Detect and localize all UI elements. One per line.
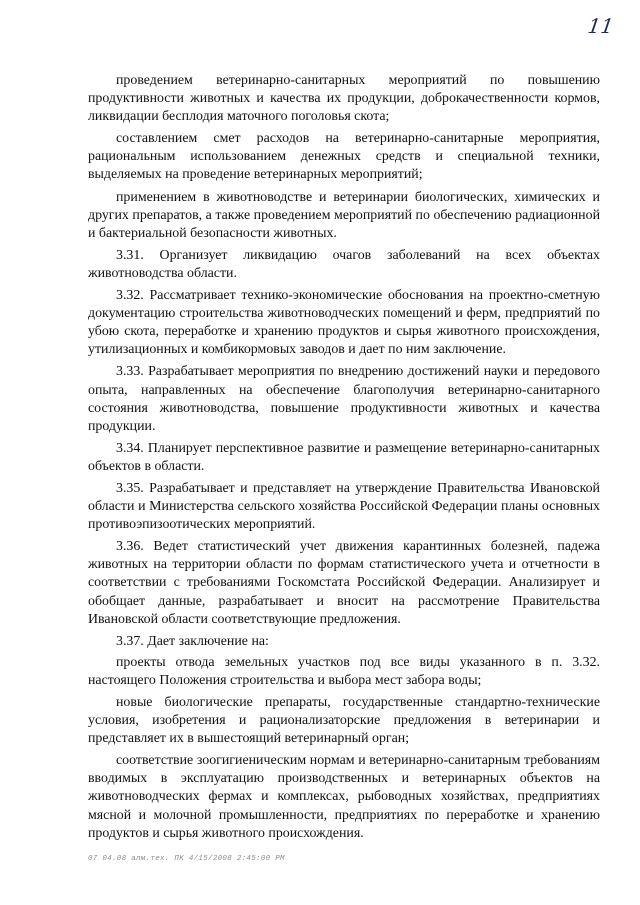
paragraph: применением в животноводстве и ветеринарии биологических, химических и других препаратов, а также проведением мероприятий по обеспечению радиационной и бактериальной безопасности животных. bbox=[88, 189, 600, 241]
paragraph: проекты отвода земельных участков под все виды указанного в п. 3.32. настоящего Положения строительства и выбора мест забора воды; bbox=[88, 654, 600, 688]
paragraph: 3.37. Дает заключение на: bbox=[116, 633, 269, 649]
paragraph: 3.35. Разрабатывает и представляет на утверждение Правительства Ивановской области и Министерства сельского хозяйства Российской Федерации планы основных противоэпизоотических мероприятий. bbox=[88, 480, 600, 533]
paragraph: 3.33. Разрабатывает мероприятия по внедрению достижений науки и передового опыта, направленных на обеспечение благополучия ветеринарно-санитарного состояния животноводства, повышение продуктивности животных и качества продукции. bbox=[88, 364, 600, 434]
page-number: 11 bbox=[586, 14, 616, 38]
document-body bbox=[88, 72, 600, 847]
paragraph: 3.34. Планирует перспективное развитие и размещение ветеринарно-санитарных объектов в области. bbox=[88, 440, 600, 474]
paragraph: соответствие зоогигиеническим нормам и ветеринарно-санитарным требованиям вводимых в эксплуатацию производственных и ветеринарных объектов на животноводческих фермах и комплексах, рыбоводных хозяйствах, предприятиях мясной и молочной промышленности, предприятиях по переработке и хранению продуктов и сырья животного происхождения. bbox=[88, 753, 600, 841]
footer-stamp: 07 04.08 алм.тех. ПК 4/15/2008 2:45:00 РМ bbox=[88, 855, 285, 863]
paragraph: новые биологические препараты, государственные стандартно-технические условия, изобретения и рационализаторские предложения в ветеринарии и представляет их в вышестоящий ветеринарный орган; bbox=[88, 695, 600, 747]
paragraph: 3.32. Рассматривает технико-экономические обоснования на проектно-сметную документацию строительства животноводческих помещений и ферм, предприятий по убою скота, переработке и хранению продуктов и сырья животного происхождения, утилизационных и комбикормовых заводов и дает по ним заключение. bbox=[88, 288, 600, 358]
paragraph: составлением смет расходов на ветеринарно-санитарные мероприятия, рациональным использованием денежных средств и специальной техники, выделяемых на проведение ветеринарных мероприятий; bbox=[88, 131, 600, 183]
paragraph: 3.36. Ведет статистический учет движения карантинных болезней, падежа животных на территории области по формам статистического учета и отчетности в соответствии с требованиями Госкомстата Российской Федерации. Анализирует и обобщает данные, разрабатывает и вносит на рассмотрение Правительства Ивановской области соответствующие предложения. bbox=[88, 539, 600, 627]
paragraph: проведением ветеринарно-санитарных мероприятий по повышению продуктивности животных и качества их продукции, доброкачественности кормов, ликвидации бесплодия маточного поголовья скота; bbox=[88, 73, 600, 125]
paragraph: 3.31. Организует ликвидацию очагов заболеваний на всех объектах животноводства области. bbox=[88, 247, 600, 281]
